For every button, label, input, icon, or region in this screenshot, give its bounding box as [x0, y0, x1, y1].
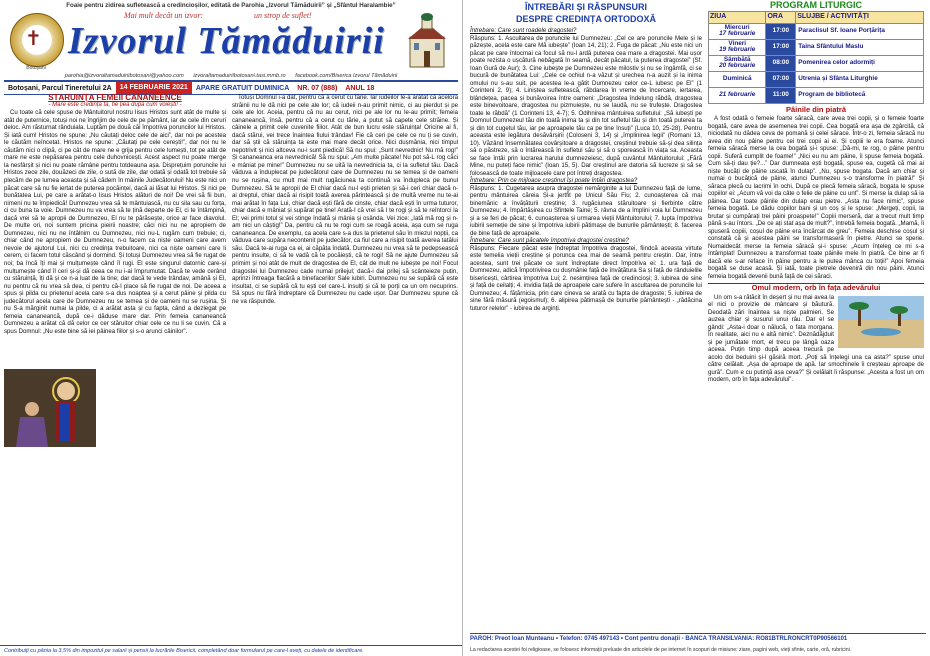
program-row: Miercuri 17 februarie 17:00 Paraclisul Sf. Ioane Porțărița: [709, 23, 924, 39]
program-row: Duminică 07:00 Utrenia și Sfânta Liturghie: [709, 71, 924, 87]
address: Botoșani, Parcul Tineretului 2A: [8, 84, 112, 92]
article-column-1: [4, 94, 226, 644]
article-columns: [4, 94, 458, 644]
question: Întrebare: Care sunt păcatele împotriva dragostei creștine?: [470, 237, 629, 244]
icon-painting: [4, 369, 96, 447]
program-header-row: [709, 11, 924, 23]
header-activity: SLUJBE / ACTIVITĂȚI: [796, 11, 924, 23]
right-footer: La redactarea acestei foi religioase, se folosesc informații preluate din articolele de pe internet în scopuri de misiune: ziare, pagini web, vieți sfinte, carte, oră, rubricini.: [470, 647, 852, 653]
answer: Răspuns: 1. Cugetarea asupra dragostei nemărginite a lui Dumnezeu față de lume, pentru mântuirea căreia Și-a jertfit pe Unicul Său Fiu; 2. cunoașterea că mai binemănic a învățăturii creștine; 3. rugăciunea stăruitoare și fierbinte către Dumnezeu; 4. împărtășirea cu Sfintele Taine; 5. râvna de a împlini voia lui Dumnezeu și a se feri de păcat; 6. cunoașterea și urmarea vieții Mântuitorului; 7. lupta împotriva iubirii semeție de sine și împotriva iubirii pătimașe de bunurile pământești; 8. facerea de bine față de aproapele.: [470, 184, 702, 237]
article-title: STĂRUINȚA FEMEII CANANEENCE: [48, 94, 182, 102]
facebook-link[interactable]: facebook.com/Biserica Izvorul Tămăduirii: [295, 73, 398, 79]
bread-story-title: Pâinile din piatră: [785, 104, 846, 114]
program-row: 21 februarie 11:00 Program de bibliotecă: [709, 87, 924, 103]
program-table: [708, 11, 924, 104]
contact-line: [60, 73, 402, 79]
christ-woman-image: [4, 369, 96, 447]
qa-item: [470, 27, 702, 177]
article-subtitle: - Mare este credința ta, fie țieă după cum voiești! -: [48, 101, 182, 108]
left-footer: Contribuiți cu pânia la 3,5% din impozitul pe salarii și pensii la lucrările Bisericii, completând doar formularul pe care-l aveți, cu datele de identificare.: [0, 645, 462, 656]
top-line: Foaie pentru zidirea sufletească a credincioșilor, editată de Parohia „Izvorul Tămăduirii” și „Sfântul Haralambie”: [66, 2, 396, 9]
info-bar: [4, 80, 458, 95]
qa-item: [470, 177, 702, 237]
header-day: ZIUA: [709, 11, 766, 23]
program-row: Sâmbătă 20 februarie 08:00 Pomenirea celor adormiți: [709, 55, 924, 71]
program-title: PROGRAM LITURGIC: [770, 0, 862, 10]
issue-number: NR. 07 (888): [297, 84, 338, 92]
header-hour: ORA: [766, 11, 796, 23]
logo-caption: Botoșani: [26, 65, 46, 71]
qa-title-1: ÎNTREBĂRI ȘI RĂSPUNSURI: [524, 2, 647, 12]
question: Întrebare: Care sunt roadele dragostei?: [470, 27, 577, 34]
oasis-picture: [838, 296, 924, 348]
bread-story-text: A fost odată o femeie foarte săracă, care avea trei copii, și o femeie foarte bogată, care avea de asemenea trei copii. Cea bogată era așa de zgârcită, că niciodată nu dădea ceva de pomană și celei sărace. Într-o zi, femeia săracă nu avea din nou pâine pentru cei trei copii ai ei. Și copiii le era foame. Atunci femeia săracă merse la cea bogată și-i spuse: „Dă-mi, te rog, o pâine pentru copii. Suferă cumplit de foame!” „Nici eu nu am pâine, îi spuse femeia bogată. Cum să-ți dau ție?...” Dar dumneata ești bogată, spuse ea, cugetă că mai ai niște bucăți de pâine uscată în dulap”. „Nu, spuse bogata. Dacă am chiar și numai o bucățică de pâine, atunci Dumnezeu s-o transforme în piatră!” Și săraca plecă cu lacrimi în ochi. După ce plecă femeia săracă, bogata le spuse copiilor ei: „Acum vă voi da câte o felie de pâine cu unt”. Și merse la dulap să ia pâinea. Dar toate pâinile din dulap erau pietre. „Asta nu face nimic”, spuse femeia bogată. Le dădu copiilor bani și un coș și le spuse: „Mergeți, copii, la brutar și cumpărați trei pâini proaspete!” Copiii merseră, dar a trecut mult timp până s-au întors. „De ce ați stat așa de mult?”, întrebă femeia bogată. „Mamă, îi spuseră copiii, coșul de pâine era încărcat de greu”. Femeia deschise coșul și constată că și acestea pâini se transformaseră în pietre. Atunci se sperie. Numaidecât merse la femeia săracă și-i spuse: „Acum înțeleg ce mi s-a întâmplat! Dumnezeu a transformat toate pâinile mele în piatră. Ce bine ar fi dacă ele s-ar reface în pâine pentru a le putea mânca cu toții!” Apoi femeia bogată se duse acasă. Și iată, toate pietrele deveniră din nou pâini. Atunci femeia bogată devenii bună față de cei săraci.: [708, 115, 924, 280]
program-row: Vineri 19 februarie 17:00 Taina Sfântului Maslu: [709, 39, 924, 55]
free-notice: APARE GRATUIT DUMINICA: [195, 84, 290, 92]
article-text-1: Cu toate că cele spuse de Mântuitorul nostru Iisus Hristos sunt atât de multe și atât de puternice, totuși noi ne îngrijim de cele de pe pământ, iar de cele din ceruri deloc. Am răsturnat rânduiala. Luptăm pe două căi împotriva poruncilor lui Hristos. Și iată cum! Hristos ne spune: „Nu căutați deloc cele de aici”, dar noi pe acestea le căutăm neîncetat. Hristos ne spune: „Căutați pe cele cerești!”, dar noi nu le căutăm nici o clipă, ci pe cât de mare ne e grija pentru cele lumești, tot pe atât de mare ne este nepăsarea pentru cele duhovnicești. Acest aspect nu poate merge la nesfârșit și nici nu poate rămâne pentru totdeauna așa. Disprețuim poruncile lui Hristos zece zile, douăzeci de zile, o sută de zile, dar odată și odată tot trebuie să plecăm de pe lumea aceasta și să cădem în mâinile Judecătorului! Nu este nici un păcat care să nu fie iertat de puterea pocăinței, dacă ai lăsat lui Hristos. Și nici pe bunătatea Lui, pe care a arătat-o Iisus Hristos alături de noi! De vrei să fii bun, nimeni nu te împiedică! Dumnezeu vrea să te mântuiască, nu cu sila sau cu forța, ci cu buna ta voie. Dumnezeu nu va vrea să te țină departe de El, ci te întâmpină, dacă vrei să te apropii de Dumnezeu, El nu te părăsește, orice ar face diavolul. De multe ori, noi suntem pricina pieirii noastre; căci nici nu ne apropiem de Dumnezeu, nici nu ne întâlnim cu Dumnezeu, nici nu-L rugăm cum trebuie; ci, chiar când ne apropiem de Dumnezeu, n-o facem ca niște oameni care avem nevoie de ajutorul Lui, nici cu credința trebuitoare, nici ca niște oameni care li cerem, ci facem totul căscând și dormind. Și totuși Dumnezeu vrea să fie rugat de noi; ba încă îți mai și mulțumește când îl rugi. El este singurul datornic care-și mulțumește când îl ceri și-și dă ceea ce nu i-ai împrumutat. Dacă te vede cerând cu stăruință, îți dă și ce n-a luat de la tine; dar dacă te vede trândav, amână și El, nu pentru că nu vrea să dea, ci pentru că-I place să fie rugat de noi. De aceea a spus și pilda cu prietenul acela care s-a dus noaptea și a cerut pâine și pilda cu judecătorul acela care de Dumnezeu nu se temea și de oameni nu se rușina. Și nu S-a mărginit numai la pilde, ci a arătat asta și cu fapta, când a dezlegat pe femeia cananeancă, după ce-i dăduse mare dar. Prin femeia cananeancă Dumnezeu a arătat că dă celor ce cer stăruitor chiar cele ce nu li se cuvin. Că a spus Domnul: „Nu este bine să iei pâinea fiilor și s-o arunci câinilor”.: [4, 109, 226, 335]
email-link[interactable]: parohia@izvoraltamaduiriibotosani@yahoo.com: [64, 73, 184, 79]
issue-year: ANUL 18: [345, 84, 375, 92]
motto-right: un strop de suflet!: [254, 11, 312, 20]
contact-bar: PAROH: Preot Ioan Munteanu • Telefon: 0745 497143 • Cont pentru donații - BANCA TRANSILVANIA: RO81BTRLRONCRT0P90566101: [470, 633, 926, 644]
oasis-image: [838, 296, 924, 348]
answer: Răspuns: Fiecare păcat este îndreptat împotriva dragostei, fiindcă aceasta virtute este temelia vieții creștine și porunca cea mai de seamă pentru creștin. Dar, între acestea, sunt trei păcate ce sunt îndreptate direct împotriva ei: 1. ura față de Dumnezeu, adică împotrivirea cu dușmănie față de învățătura Sa și față de rânduielile bisericești, cârtirea împotriva Lui; 2. nesimțirea față de credincioși; 3. iubirea de sine și față de ceilalți; 4. invidia față de aproapele care sufere în ascultarea de poruncile lui Dumnezeu; 4. fățărnicia, prin care cineva se arată cu fapta de dragoste; 5. iubirea de sine fără măsură (egoismul); 6. alipirea pătimașă de bunurile pământești - „rădăcina tuturor relelor” - iubirea de arginți.: [470, 244, 702, 312]
website-link[interactable]: izvoraltamaduiriibotosani.tasi.mmb.ro: [193, 73, 286, 79]
program-column: [708, 0, 924, 632]
qa-title-2: DESPRE CREDINȚA ORTODOXĂ: [515, 14, 656, 24]
right-columns: [466, 0, 930, 632]
left-page: [0, 0, 463, 656]
church-icon: [400, 13, 454, 69]
motto-left: Mai mult decât un izvor:: [124, 11, 204, 20]
question: Întrebare: Prin ce mijloace creștinul își poate întări dragostea?: [470, 177, 638, 184]
parish-logo-icon: ✝: [10, 13, 64, 67]
newspaper-title: Izvorul Tămăduirii: [68, 20, 385, 62]
right-page: [466, 0, 930, 656]
masthead: [4, 9, 458, 73]
modern-man-text: Un om s-a rătăcit în deșert și nu mai avea la el nici o provizie de mâncare și băutură. Deodată zări înaintea sa niște palmieri. Se auzea chiar și susurul unui râu. Dar el se gândi: „Asta-i doar o nălucă, o fata morgana. În realitate, aici nu e altă nimic”. Deznădăjduit și pe jumătate mort, el trecu pe lângă oaza aceea. Puțin timp după aceea trecură pe acolo doi beduini și-l găsiră mort. „Poți să înțelegi una ca asta?” spuse unul către celălalt. „Așa de aproape de apă. Iar smochinele îi creșteau aproape de gură”. Cum e cu putință așa ceva?” Și celălalt îi răspunse: „Acesta a fost un om modern, orb în fața adevărului”.: [708, 293, 924, 383]
modern-man-title: Omul modern, orb în fața adevărului: [708, 283, 924, 292]
answer: Răspuns: 1. Ascultarea de poruncile lui Dumnezeu: „Cel ce are poruncile Mele și le păzește, acela este care Mă iubește” (Ioan 14, 21); 2. Fuga de păcat: „Nu este nici un păcat pe care întocmai ca focul să nu-l ardă puterea cea mare a dragostei. Mai ușor poate rezista o ușcătură nebăgată în seamă, decât păcatul, la puterea dragostei” (Sf. Ioan Gură de Aur); 3. Cine iubește pe Dumnezeu este milostiv și nu se îngâmfă, ci se bucură de bunătatea Lui: „Cele ce ochiul n-a văzut și urechea n-a auzit și la inima omului nu s-au suit, pe acestea le-a gătit Dumnezeu celor ce-L iubesc pe El” (1 Corinteni 2, 9); 4. Liniștea sufletească, răbdarea în vreme de încercare, iertarea, blândețea, pacea și bunăvoirea între oameni: „Dragostea îndelung răbdă, dragostea este binevoitoare, dragostea nu pizmuiește, nu se laudă, nu se trufește. Dragostea toate le răbdă” (1 Corinteni 13, 4-7); 5. Odihnirea mântuirea sufletului: „Să iubești pe Domnul Dumnezeul tău din toată inima ta și din tot sufletul tău și din toată puterea ta și din tot cugetul tău, iar pe aproapele tău ca pe tine însuți” (Luca 10, 25-28). Pentru aceasta este legătura desăvârșirii (Coloseni 3, 14) și „împlinirea legii” (Romani 13, 10). Văzând însemnătatea covârșitoare a dragostei, creștinul trebuie să-și dea silința să o păstreze, să o întărească în sufletul său și să o sporească în viața sa. Aceasta se face întâi prin lucrarea harului dumnezeiesc, după cuvântul Mântuitorului: „Fără Mine, nu puteți face nimic” (Ioan 15, 5). Dar creștinul are datoria să lucreze și să se folosească de toate mijloacele care pot întreți dragostea.: [470, 34, 702, 177]
issue-date: 14 FEBRUARIE 2021: [116, 82, 192, 94]
qa-item: [470, 237, 702, 312]
qa-column: [470, 0, 702, 632]
article-column-2: Totuși Domnul i-a dat, pentru că a cerut cu tărie. Iar iudeilor le-a arătat că acelora străinii nu le dă nici pe cele ale lor; că iudeii n-au primit nimic, ci au pierdut și pe cele ale lor. Aceia, pentru că nu au cerut, nici pe ale lor nu le-au primit; femeia cananeancă, însă, pentru că a cerut cu tărie, a putut să capete cele străine. Și câinele a primit cele cuvenite fiilor. Atât de bun lucru este stăruința! Oricine ai fi, dacă stărui, vei trece înaintea fiului trândav! Fie că ceri pe cele ce nu ți se cuvin, dar să știi că stăruința ta este mai mare decât orice. Nici dușmănia, nici timpul nepotrivit și nici altceva nu-i sunt piedică! Să nu spui: „Sunt nevrednic! Nu mă rog!” Și cananeanca era nevrednică! Să nu spui: „Am multe păcate! Nu pot să-L rog căci e mâniat pe mine!” Dumnezeu nu se uită la nevrednicia ta, ci la sufletul tău. Dacă văduva a înduplecat pe judecătorul care de Dumnezeu nu se temea și de oameni nu se rușina, cu mult mai mult rugăciunea ta continuă va îndupleca pe bunul Dumnezeu. Să te apropii de El chiar dacă nu-l ești prieten și să-i ceri chiar dacă n-ai dreptul, chiar dacă ai risipit toată averea părintească și de multă vreme nu te-ai mai arătat în fața Lui, chiar dacă ești fără de cinste, chiar dacă ești în urma tuturor, chiar dacă e mâniat și supărat pe tine! Arată-I că vrei să I te rogi și să te reîntorci la El; vei primi totul și vei stinge îndată și mânia și osânda. Vei zice: „Iată mă rog și n-am nici un câștig!” Da, pentru că nu te rogi cum se roagă aceia, așa cum se ruga cananeanca. De exemplu, ca acela care s-a dus la prietenul său în miezul nopții, ca văduva care supăra necontenit pe judecător, ca fiul care a risipit toată averea tatălui său. Dacă te-ai ruga ca ei, ai căpăta îndată. Dumnezeu nu vrea să te pedepsească pentru insulte, ci să te vadă că te pocăiești, că te rogi! Să ne ajute Dumnezeu să primim și noi atât de mult de dragostea de El, cât de mult ne iubește pe noi! Focul dragostei lui Dumnezeu cade numai prilejul; dacă-i dai prilej să scânteieze puțin, aprinzi întreaga flacără a binefacerilor Sale iubiri. Dumnezeu nu se supără că este insultat, ci se supără că tu ești cel care-L insulți și că te porți ca un om necuprins. Să spus nu fără îndreptare că Dumnezeu nu cade ușor. Dar Dumnezeu spune că ne va răspunde.: [232, 94, 458, 305]
